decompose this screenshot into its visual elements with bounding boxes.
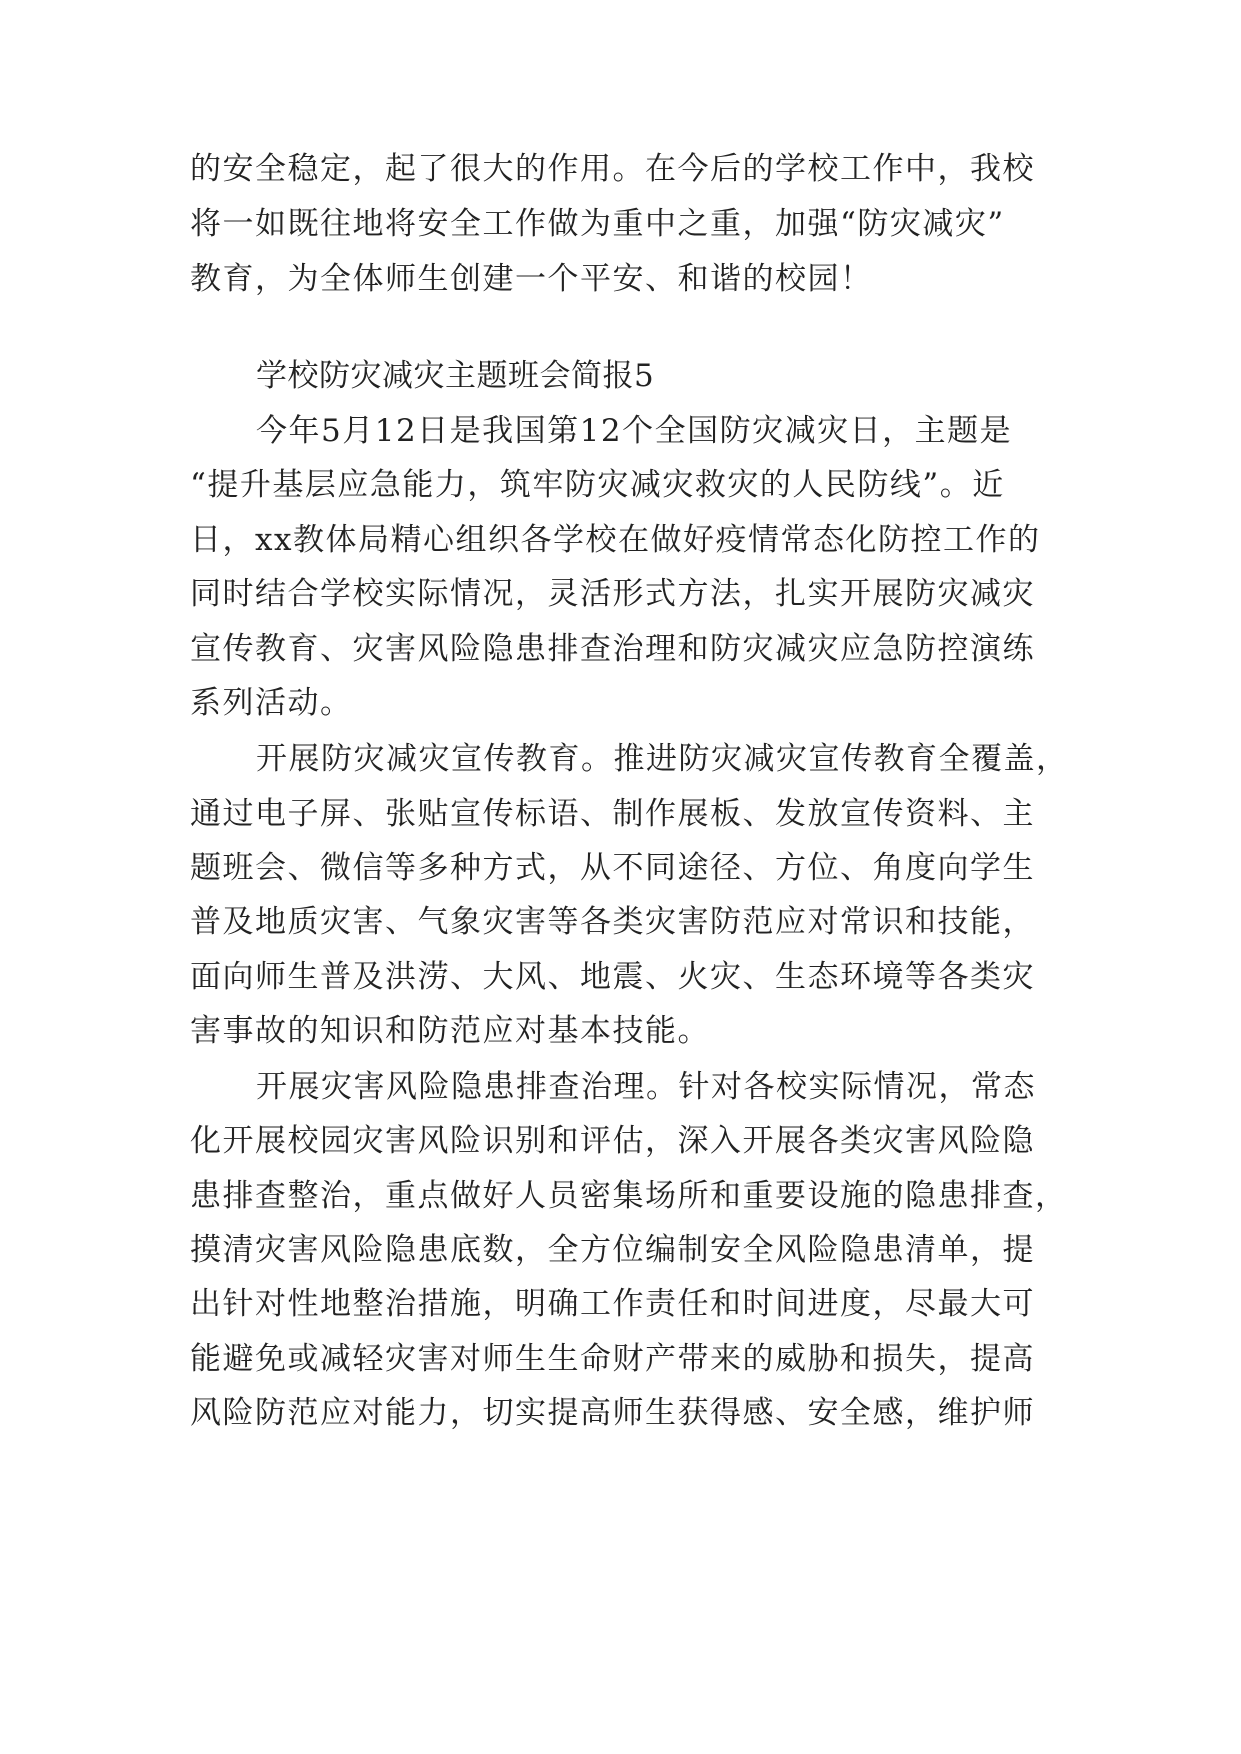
paragraph3-line-5: 出针对性地整治措施，明确工作责任和时间进度，尽最大可 — [190, 1286, 1035, 1322]
continuation-line-3: 教育，为全体师生创建一个平安、和谐的校园！ — [190, 261, 873, 297]
paragraph2-line-2: 通过电子屏、张贴宣传标语、制作展板、发放宣传资料、主 — [190, 796, 1035, 832]
paragraph1-line-6: 系列活动。 — [190, 685, 353, 721]
paragraph1-line-1: 今年5月12日是我国第12个全国防灾减灾日，主题是 — [256, 413, 1013, 449]
paragraph3-line-4: 摸清灾害风险隐患底数，全方位编制安全风险隐患清单，提 — [190, 1232, 1035, 1268]
paragraph1-line-5: 宣传教育、灾害风险隐患排查治理和防灾减灾应急防控演练 — [190, 631, 1035, 667]
paragraph3-line-1: 开展灾害风险隐患排查治理。针对各校实际情况，常态 — [256, 1069, 1036, 1105]
continuation-line-2: 将一如既往地将安全工作做为重中之重，加强“防灾减灾” — [190, 206, 1005, 242]
paragraph2-line-3: 题班会、微信等多种方式，从不同途径、方位、角度向学生 — [190, 850, 1035, 886]
paragraph2-line-5: 面向师生普及洪涝、大风、地震、火灾、生态环境等各类灾 — [190, 959, 1035, 995]
paragraph3-line-7: 风险防范应对能力，切实提高师生获得感、安全感，维护师 — [190, 1395, 1035, 1431]
paragraph3-line-6: 能避免或减轻灾害对师生生命财产带来的威胁和损失，提高 — [190, 1341, 1035, 1377]
paragraph1-line-2: “提升基层应急能力，筑牢防灾减灾救灾的人民防线”。近 — [190, 467, 1005, 503]
paragraph2-line-6: 害事故的知识和防范应对基本技能。 — [190, 1013, 710, 1049]
paragraph1-line-4: 同时结合学校实际情况，灵活形式方法，扎实开展防灾减灾 — [190, 576, 1035, 612]
continuation-line-1: 的安全稳定，起了很大的作用。在今后的学校工作中，我校 — [190, 151, 1035, 187]
paragraph3-line-2: 化开展校园灾害风险识别和评估，深入开展各类灾害风险隐 — [190, 1123, 1035, 1159]
section-title: 学校防灾减灾主题班会简报5 — [256, 358, 655, 394]
paragraph3-line-3: 患排查整治，重点做好人员密集场所和重要设施的隐患排查， — [190, 1178, 1068, 1214]
paragraph1-line-3: 日，xx教体局精心组织各学校在做好疫情常态化防控工作的 — [190, 522, 1041, 558]
paragraph2-line-4: 普及地质灾害、气象灾害等各类灾害防范应对常识和技能， — [190, 904, 1035, 940]
paragraph2-line-1: 开展防灾减灾宣传教育。推进防灾减灾宣传教育全覆盖， — [256, 741, 1069, 777]
